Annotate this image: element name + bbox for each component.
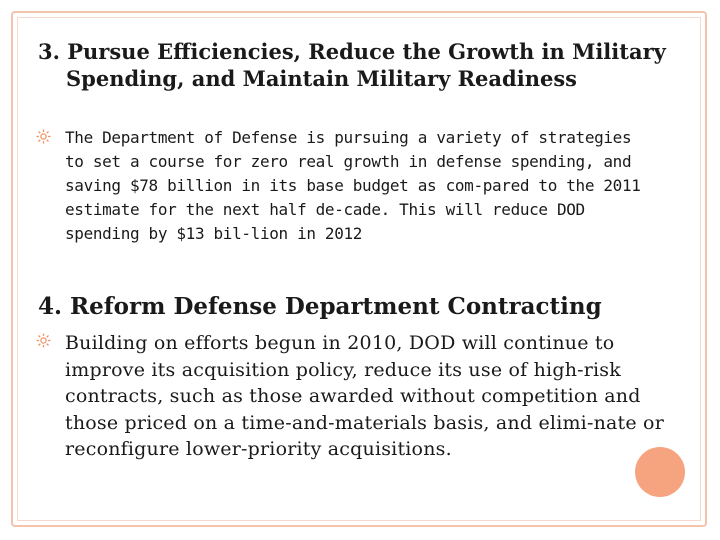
section-heading-3: 3. Pursue Efficiencies, Reduce the Growth in Military Spending, and Maintain Military Readiness bbox=[38, 39, 666, 91]
sun-bullet-icon bbox=[36, 333, 51, 348]
bullet-item-efficiencies bbox=[36, 126, 646, 246]
sun-bullet-icon bbox=[36, 129, 51, 144]
bullet-text-efficiencies: The Department of Defense is pursuing a variety of strategies to set a course for zero real growth in defense spending, and saving $78 billion in its base budget as com-pared to the 2011 estimate for the next half de-cade. This will reduce DOD spending by $13 bil-lion in 2012 bbox=[65, 128, 641, 243]
decorative-circle bbox=[635, 447, 685, 497]
bullet-text-contracting: Building on efforts begun in 2010, DOD will continue to improve its acquisition policy, reduce its use of high-risk contracts, such as those awarded without competition and those priced on a time-and-materials basis, and elimi-nate or reconfigure lower-priority acquisitions. bbox=[65, 332, 664, 460]
section-heading-4: 4. Reform Defense Department Contracting bbox=[38, 293, 602, 320]
bullet-item-contracting bbox=[36, 330, 676, 463]
